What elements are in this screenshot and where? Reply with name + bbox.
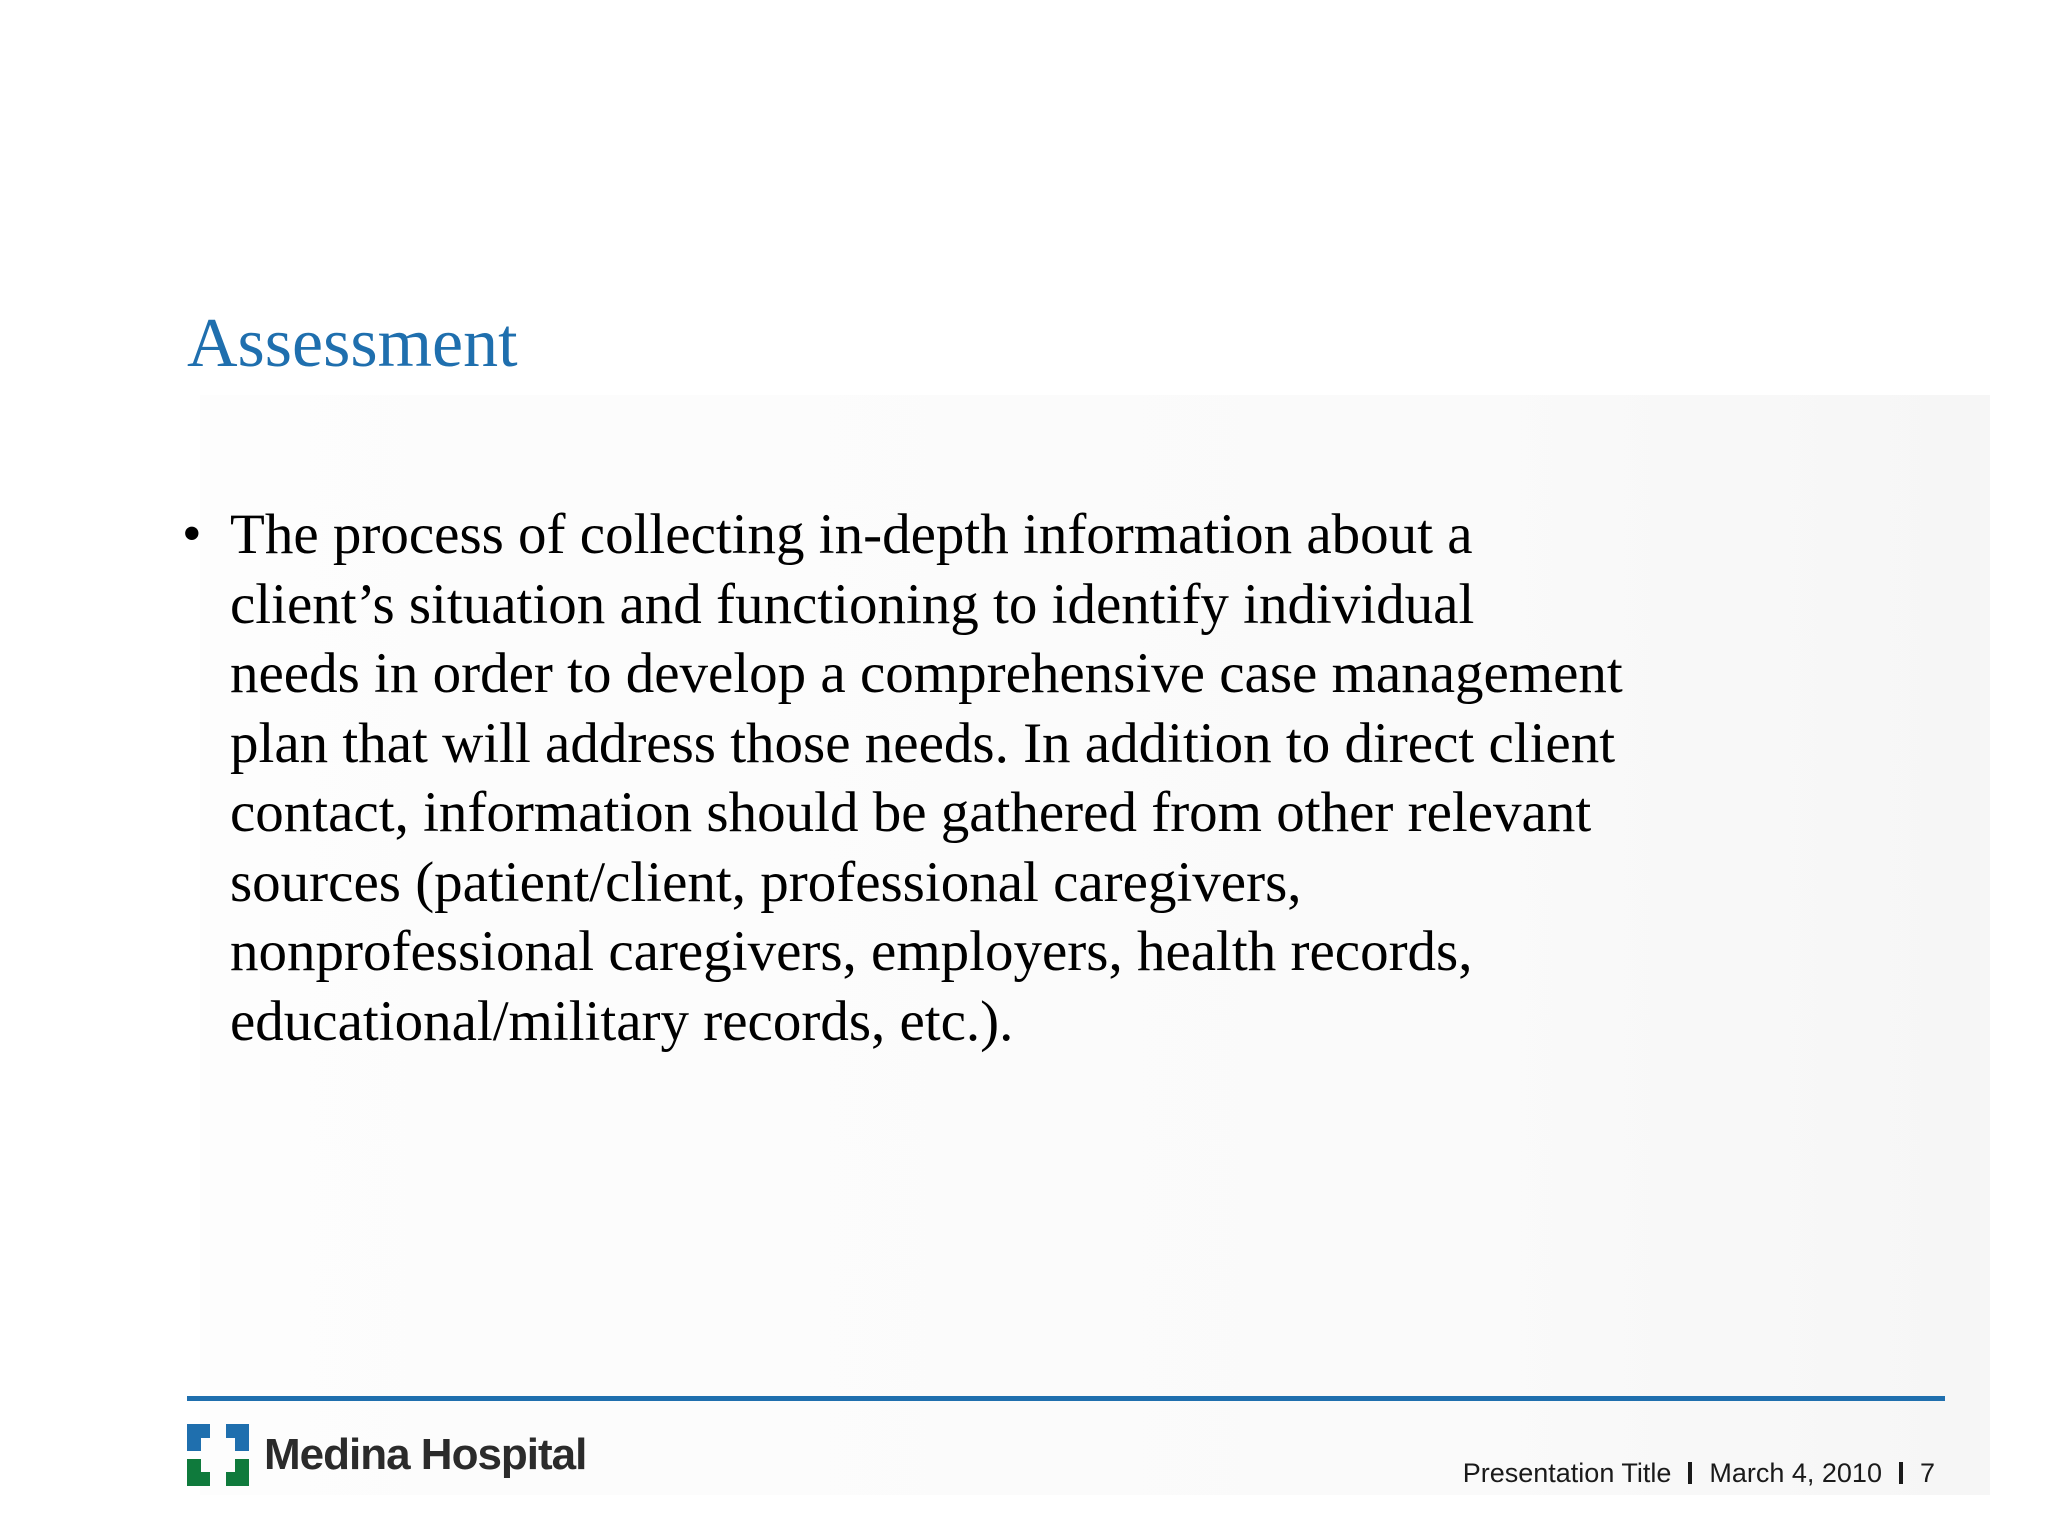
bullet-line: contact, information should be gathered from other relevant [230, 781, 1592, 844]
bullet-line: needs in order to develop a comprehensive case management [230, 642, 1623, 705]
slide-title: Assessment [187, 305, 518, 382]
bullet-line: sources (patient/client, professional caregivers, [230, 850, 1302, 914]
logo-text: Medina Hospital [264, 1430, 587, 1479]
bullet-line: nonprofessional caregivers, employers, health records, [230, 920, 1473, 983]
bullet-line: The process of collecting in-depth information about a [230, 503, 1473, 566]
bullet-text [230, 500, 1822, 1056]
bullet-line: client’s situation and functioning to identify individual [230, 572, 1475, 636]
bullet-item [182, 500, 1822, 1056]
footer-date: March 4, 2010 [1709, 1458, 1882, 1488]
footer-separator [1688, 1462, 1692, 1484]
bullet-marker: • [182, 503, 202, 565]
hospital-logo [187, 1424, 586, 1486]
footer-separator [1899, 1462, 1903, 1484]
footer-divider [187, 1396, 1945, 1401]
bullet-list [182, 500, 1822, 1056]
page-number: 7 [1919, 1458, 1935, 1488]
footer-meta [1463, 1456, 1935, 1490]
footer-presentation-title: Presentation Title [1462, 1458, 1672, 1488]
bullet-line: educational/military records, etc.). [230, 989, 1014, 1053]
bullet-line: plan that will address those needs. In addition to direct client [230, 711, 1616, 775]
cross-logo-icon [187, 1424, 249, 1486]
